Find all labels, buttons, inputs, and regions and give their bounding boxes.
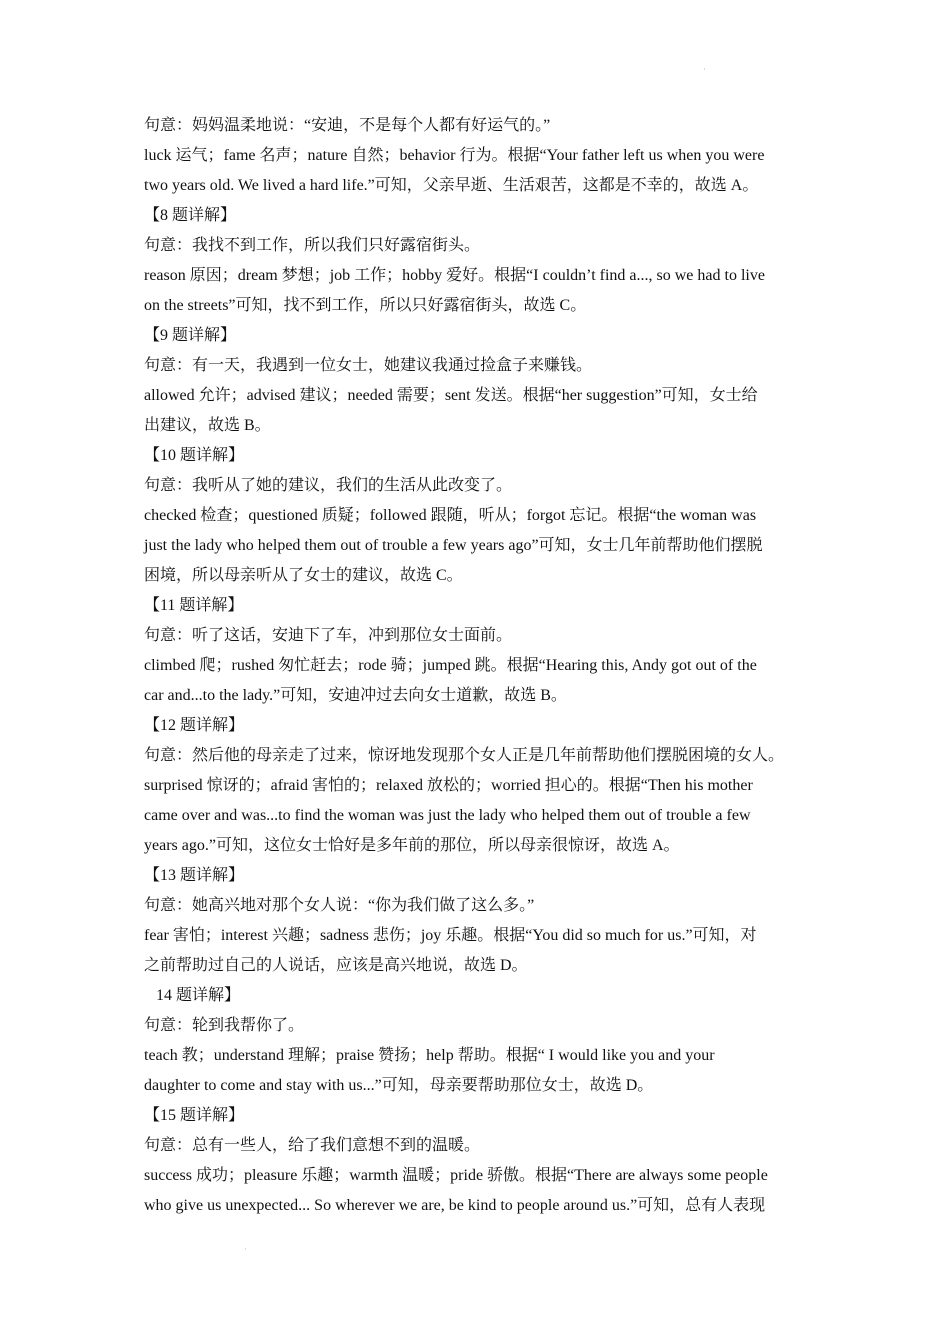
text-line-35: 句意：总有一些人，给了我们意想不到的温暖。 bbox=[144, 1137, 481, 1154]
text-line-9: 句意：有一天，我遇到一位女士，她建议我通过捡盒子来赚钱。 bbox=[144, 357, 593, 374]
document-body bbox=[144, 111, 814, 1221]
text-line-36: success 成功；pleasure 乐趣；warmth 温暖；pride 骄傲。根据“There are always some people bbox=[144, 1167, 768, 1184]
text-line-25: years ago.”可知，这位女士恰好是多年前的那位，所以母亲很惊讶，故选 A。 bbox=[144, 837, 680, 854]
text-line-37: who give us unexpected... So wherever we are, be kind to people around us.”可知，总有人表现 bbox=[144, 1197, 766, 1214]
text-line-28: fear 害怕；interest 兴趣；sadness 悲伤；joy 乐趣。根据“You did so much for us.”可知，对 bbox=[144, 927, 757, 944]
section-heading-8: 【8 题详解】 bbox=[144, 207, 237, 224]
section-heading-14: 14 题详解】 bbox=[156, 987, 241, 1004]
section-heading-9: 【9 题详解】 bbox=[144, 327, 237, 344]
text-line-14: checked 检查；questioned 质疑；followed 跟随，听从；forgot 忘记。根据“the woman was bbox=[144, 507, 757, 524]
text-line-5: 句意：我找不到工作，所以我们只好露宿街头。 bbox=[144, 237, 481, 254]
text-line-20: car and...to the lady.”可知，安迪冲过去向女士道歉，故选 B。 bbox=[144, 687, 567, 704]
text-line-23: surprised 惊讶的；afraid 害怕的；relaxed 放松的；worried 担心的。根据“Then his mother bbox=[144, 777, 753, 794]
page-mark-top: · bbox=[703, 65, 706, 74]
text-line-3: two years old. We lived a hard life.”可知，父亲早逝、生活艰苦，这都是不幸的，故选 A。 bbox=[144, 177, 759, 194]
section-heading-13: 【13 题详解】 bbox=[144, 867, 245, 884]
text-line-10: allowed 允许；advised 建议；needed 需要；sent 发送。根据“her suggestion”可知，女士给 bbox=[144, 387, 758, 404]
text-line-33: daughter to come and stay with us...”可知，母亲要帮助那位女士，故选 D。 bbox=[144, 1077, 654, 1094]
text-line-27: 句意：她高兴地对那个女人说：“你为我们做了这么多。” bbox=[144, 897, 535, 914]
text-line-18: 句意：听了这话，安迪下了车，冲到那位女士面前。 bbox=[144, 627, 513, 644]
section-heading-11: 【11 题详解】 bbox=[144, 597, 244, 614]
text-line-6: reason 原因；dream 梦想；job 工作；hobby 爱好。根据“I couldn’t find a..., so we had to live bbox=[144, 267, 765, 284]
text-line-29: 之前帮助过自己的人说话，应该是高兴地说，故选 D。 bbox=[144, 957, 528, 974]
section-heading-10: 【10 题详解】 bbox=[144, 447, 245, 464]
text-line-31: 句意：轮到我帮你了。 bbox=[144, 1017, 305, 1034]
text-line-19: climbed 爬；rushed 匆忙赶去；rode 骑；jumped 跳。根据“Hearing this, Andy got out of the bbox=[144, 657, 757, 674]
text-line-32: teach 教；understand 理解；praise 赞扬；help 帮助。根据“ I would like you and your bbox=[144, 1047, 715, 1064]
text-line-2: luck 运气；fame 名声；nature 自然；behavior 行为。根据“Your father left us when you were bbox=[144, 147, 765, 164]
text-line-13: 句意：我听从了她的建议，我们的生活从此改变了。 bbox=[144, 477, 513, 494]
text-line-1: 句意：妈妈温柔地说：“安迪，不是每个人都有好运气的。” bbox=[144, 117, 551, 134]
text-line-24: came over and was...to find the woman was just the lady who helped them out of trouble a few bbox=[144, 807, 751, 824]
text-line-15: just the lady who helped them out of trouble a few years ago”可知，女士几年前帮助他们摆脱 bbox=[144, 537, 763, 554]
text-line-11: 出建议，故选 B。 bbox=[144, 417, 271, 434]
text-line-16: 困境，所以母亲听从了女士的建议，故选 C。 bbox=[144, 567, 463, 584]
section-heading-15: 【15 题详解】 bbox=[144, 1107, 245, 1124]
section-heading-12: 【12 题详解】 bbox=[144, 717, 245, 734]
page-mark-bottom: · bbox=[244, 1245, 247, 1254]
text-line-7: on the streets”可知，找不到工作，所以只好露宿街头，故选 C。 bbox=[144, 297, 587, 314]
text-line-22: 句意：然后他的母亲走了过来，惊讶地发现那个女人正是几年前帮助他们摆脱困境的女人。 bbox=[144, 747, 785, 764]
